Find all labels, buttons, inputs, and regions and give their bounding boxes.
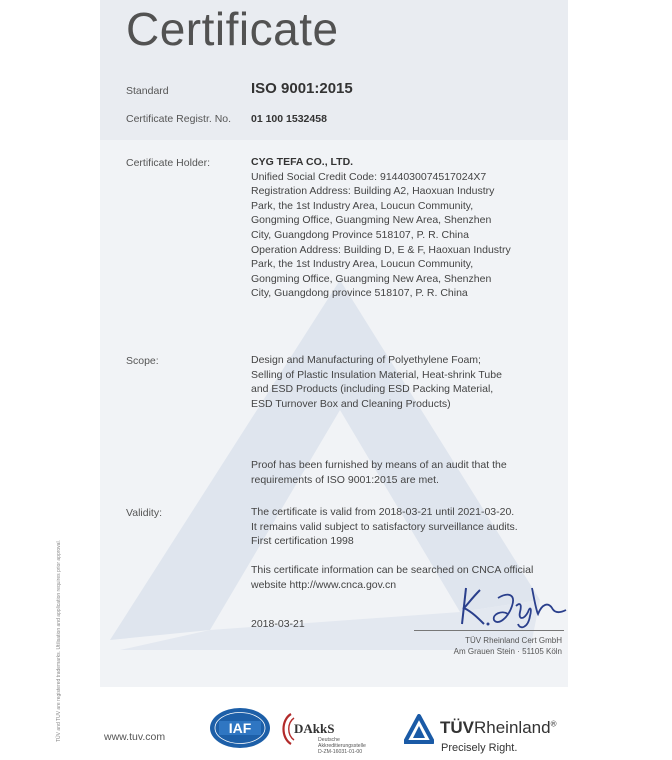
scope-label: Scope: [126,355,159,367]
holder-line: Registration Address: Building A2, Haoxuan Industry [251,185,495,198]
scope-line: Selling of Plastic Insulation Material, Heat-shrink Tube [251,368,502,381]
footer-website: www.tuv.com [104,731,166,743]
scope-line: and ESD Products (including ESD Packing Material, [251,383,494,396]
validity-label: Validity: [126,507,162,519]
issuer-name: TÜV Rheinland Cert GmbH [465,636,562,645]
holder-line: City, Guangdong province 518107, P. R. China [251,287,468,300]
holder-line: Operation Address: Building D, E & F, Haoxuan Industry [251,243,511,256]
validity-line: The certificate is valid from 2018-03-21 until 2021-03-20. [251,506,515,518]
holder-line: Park, the 1st Industry Area, Loucun Community, [251,199,474,212]
cnca-line: This certificate information can be searched on CNCA official [251,564,534,576]
dakks-sub-line: Deutsche [318,737,340,743]
scope-block [251,353,502,411]
holder-label: Certificate Holder: [126,157,211,169]
issue-date: 2018-03-21 [251,618,305,630]
dakks-sub-line: Akkreditierungsstelle [318,743,366,750]
standard-label: Standard [126,85,169,97]
tuv-brand [440,718,556,738]
registration-value: 01 100 1532458 [251,113,327,125]
dakks-name: DAkkS [294,721,335,736]
registration-label: Certificate Registr. No. [126,113,232,125]
cnca-line: website http://www.cnca.gov.cn [251,578,397,591]
holder-line: Unified Social Credit Code: 9144030074517024X7 [251,170,487,183]
holder-block [251,155,511,301]
page-title: Certificate [126,3,339,55]
iaf-text: IAF [228,720,252,736]
issuer-address: Am Grauen Stein · 51105 Köln [453,647,562,656]
dakks-subtext [318,737,366,756]
trademark-note: TÜV and TUV are registered trademarks. Utilisation and application requires prior approval. [56,540,62,742]
holder-line: Gongming Office, Guangming New Area, Shenzhen [251,272,492,285]
holder-line: City, Guangdong Province 518107, P. R. China [251,228,469,241]
holder-line: Park, the 1st Industry Area, Loucun Community, [251,258,474,271]
dakks-logo-icon [279,712,295,746]
proof-block [251,458,507,487]
holder-name: CYG TEFA CO., LTD. [251,156,354,168]
dakks-sub-line: D-ZM-16031-01-00 [318,749,363,756]
validity-line: It remains valid subject to satisfactory surveillance audits. [251,520,518,533]
validity-block [251,505,518,549]
tuv-brand-rest: Rheinland [474,718,551,737]
scope-line: Design and Manufacturing of Polyethylene Foam; [251,354,481,366]
proof-line: requirements of ISO 9001:2015 are met. [251,473,439,486]
signature-icon [458,584,568,630]
tuv-slogan: Precisely Right. [441,742,518,754]
signature-line [414,630,564,631]
standard-value: ISO 9001:2015 [251,80,353,97]
tuv-triangle-icon [404,714,434,744]
holder-line: Gongming Office, Guangming New Area, Shenzhen [251,214,492,227]
proof-line: Proof has been furnished by means of an audit that the [251,459,507,471]
tuv-registered-mark: ® [550,719,557,729]
scope-line: ESD Turnover Box and Cleaning Products) [251,397,451,410]
validity-line: First certification 1998 [251,535,354,548]
iaf-logo-icon [209,707,271,749]
tuv-brand-bold: TÜV [440,718,474,737]
